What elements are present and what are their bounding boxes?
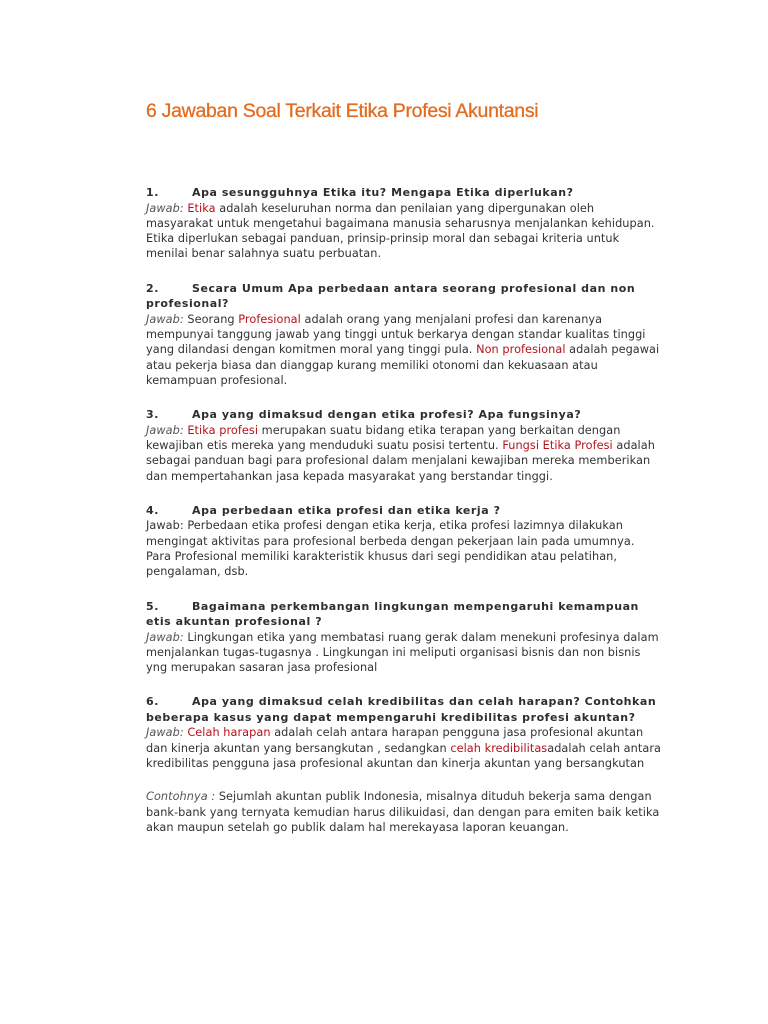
- answer-2: [146, 312, 661, 388]
- question-text: Apa perbedaan etika profesi dan etika kerja ?: [192, 503, 501, 517]
- question-number: 1.: [146, 186, 159, 199]
- question-text: Apa sesungguhnya Etika itu? Mengapa Etika diperlukan?: [192, 186, 574, 199]
- answer-1: [146, 201, 661, 262]
- answer-text: adalah keseluruhan norma dan penilaian yang dipergunakan oleh masyarakat untuk mengetahui bagaimana manusia seharusnya menjalankan kehidupan. Etika diperlukan sebagai panduan, prinsip-prinsip moral dan sebagai kriteria untuk menilai benar salahnya suatu perbuatan.: [146, 201, 655, 261]
- question-text: Apa yang dimaksud celah kredibilitas dan celah harapan? Contohkan beberapa kasus yang dapat mempengaruhi kredibilitas profesi akuntan?: [146, 695, 657, 724]
- question-text: Bagaimana perkembangan lingkungan mempengaruhi kemampuan etis akuntan profesional ?: [146, 599, 639, 629]
- answer-label: Jawab:: [146, 201, 184, 215]
- term-profesional[interactable]: Profesional: [238, 312, 301, 326]
- question-number: 2.: [146, 281, 159, 295]
- answer-text: adalah celah antara harapan pengguna jasa profesional akuntan dan kinerja akuntan yang bersangkutan , sedangkan: [146, 726, 644, 755]
- question-6: [146, 694, 661, 725]
- answer-text: adalah orang yang menjalani profesi dan karenanya mempunyai tanggung jawab yang tinggi untuk berkarya dengan standar kualitas tinggi yang dilandasi dengan komitmen moral yang tinggi pula.: [146, 312, 646, 357]
- answer-text: adalah pegawai atau pekerja biasa dan dianggap kurang memiliki otonomi dan kekuasaan atau kemampuan profesional.: [146, 343, 660, 387]
- answer-5: [146, 630, 661, 676]
- question-text: Secara Umum Apa perbedaan antara seorang profesional dan non profesional?: [146, 281, 636, 311]
- answer-text: adalah sebagai panduan bagi para profesional dalam menjalani kewajiban mereka memberikan dan mempertahankan jasa kepada masyarakat yang berstandar tinggi.: [146, 438, 655, 483]
- answer-label: Jawab:: [146, 423, 184, 437]
- answer-3: [146, 423, 661, 484]
- question-number: 3.: [146, 408, 159, 422]
- qa-item-4: [146, 503, 661, 580]
- answer-4: Jawab: Perbedaan etika profesi dengan etika kerja, etika profesi lazimnya dilakukan mengingat aktivitas para profesional berbeda dengan pekerjaan lain pada umumnya. Para Profesional memiliki karakteristik khusus dari segi pendidikan atau pelatihan, pengalaman, dsb.: [146, 519, 635, 579]
- qa-item-1: [146, 185, 661, 262]
- qa-item-2: [146, 281, 661, 388]
- term-celah-harapan[interactable]: Celah harapan: [187, 726, 271, 740]
- question-number: 5.: [146, 599, 159, 613]
- answer-text: adalah celah antara kredibilitas pengguna jasa profesional akuntan dan kinerja akuntan yang bersangkutan: [146, 741, 661, 771]
- qa-item-3: [146, 407, 661, 484]
- question-3: [146, 407, 661, 423]
- question-2: [146, 281, 661, 312]
- question-number: 6.: [146, 695, 159, 709]
- question-text: Apa yang dimaksud dengan etika profesi? Apa fungsinya?: [192, 408, 582, 422]
- answer-text: Seorang: [183, 312, 239, 326]
- page-title: 6 Jawaban Soal Terkait Etika Profesi Akuntansi: [146, 100, 539, 122]
- question-4: [146, 503, 661, 519]
- term-non-profesional[interactable]: Non profesional: [476, 343, 566, 357]
- term-etika-profesi[interactable]: Etika profesi: [187, 423, 259, 437]
- example-paragraph: [146, 789, 661, 835]
- example-text: Sejumlah akuntan publik Indonesia, misalnya dituduh bekerja sama dengan bank-bank yang ternyata kemudian harus dilikuidasi, dan dengan para emiten baik ketika akan maupun setelah go publik dalam hal merekayasa laporan keuangan.: [146, 790, 660, 834]
- term-celah-kredibilitas[interactable]: celah kredibilitas: [450, 741, 548, 755]
- qa-list: [146, 185, 661, 854]
- answer-6: [146, 725, 661, 771]
- example-label: Contohnya :: [146, 790, 216, 804]
- question-5: [146, 599, 661, 630]
- answer-text: merupakan suatu bidang etika terapan yang berkaitan dengan kewajiban etis mereka yang menduduki suatu posisi tertentu.: [146, 423, 621, 452]
- term-etika[interactable]: Etika: [187, 201, 216, 215]
- answer-label: Jawab:: [146, 630, 184, 644]
- qa-item-5: [146, 599, 661, 676]
- question-1: [146, 185, 661, 201]
- answer-label: Jawab:: [146, 726, 184, 740]
- term-fungsi-etika-profesi[interactable]: Fungsi Etika Profesi: [502, 438, 613, 452]
- answer-text: Lingkungan etika yang membatasi ruang gerak dalam menekuni profesinya dalam menjalankan tugas-tugasnya . Lingkungan ini meliputi organisasi bisnis dan non bisnis yng merupakan sasaran jasa profesional: [146, 630, 659, 675]
- qa-item-6: [146, 694, 661, 835]
- answer-label: Jawab:: [146, 312, 184, 326]
- question-number: 4.: [146, 503, 159, 517]
